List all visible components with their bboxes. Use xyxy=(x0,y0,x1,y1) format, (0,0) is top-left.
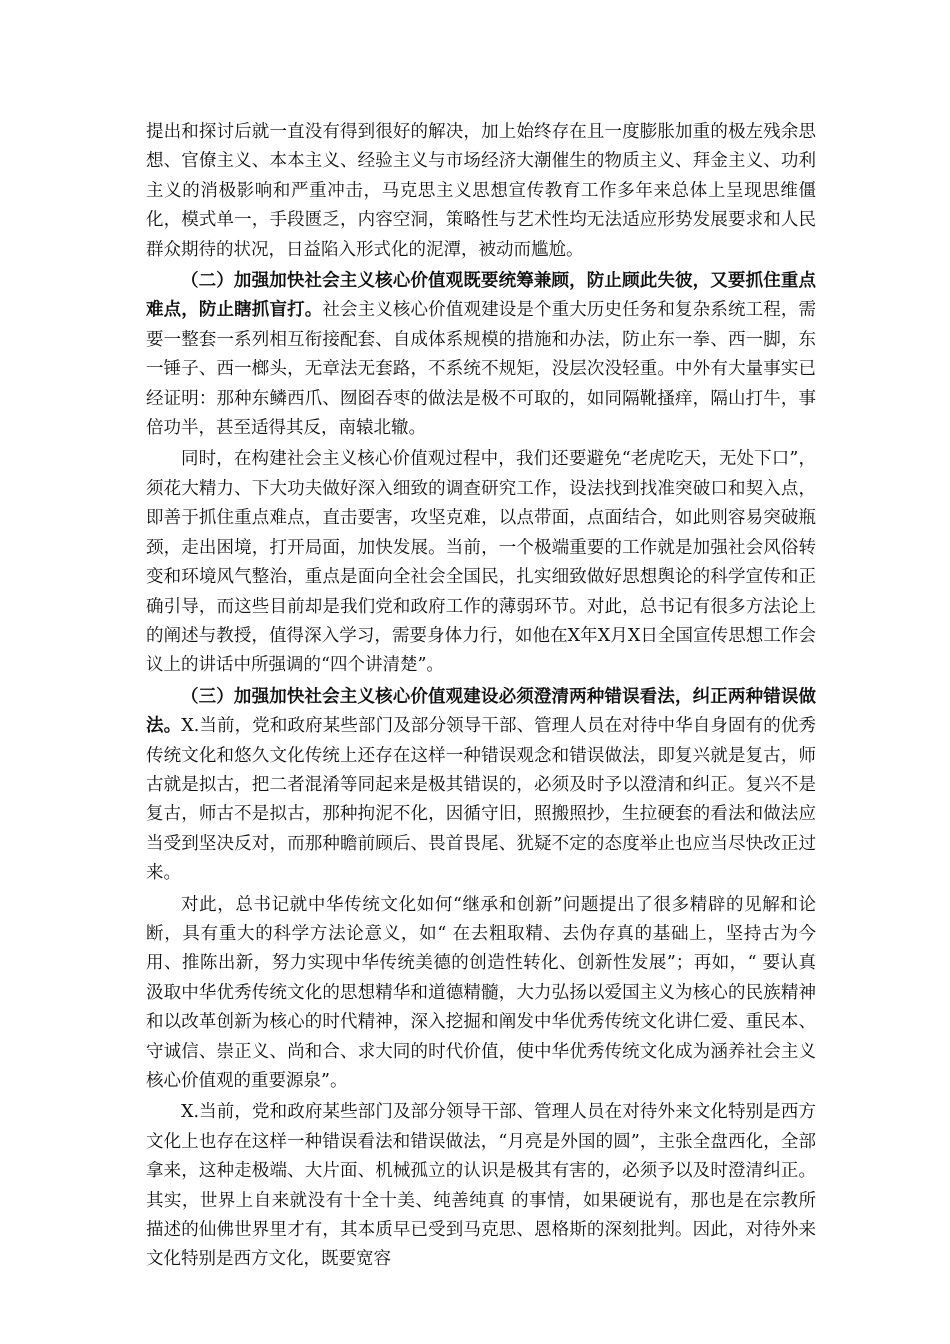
paragraph-section-2 xyxy=(146,267,816,443)
paragraph-body xyxy=(146,445,816,680)
paragraph-text: X.当前，党和政府某些部门及部分领导干部、管理人员在对待外来文化特别是西方文化上也存在这样一种错误看法和错误做法，“月亮是外国的圆”，主张全盘西化，全部拿来，这种走极端、大片面、机械孤立的认识是极其有害的，必须予以及时澄清纠正。其实，世界上自来就没有十全十美、纯善纯真 的事情，如果硬说有，那也是在宗教所描述的仙佛世界里才有，其本质早已受到马克思、恩格斯的深刻批判。因此，对待外来文化特别是西方文化，既要宽容 xyxy=(146,1102,816,1270)
paragraph-body xyxy=(146,1098,816,1274)
section-heading: （三）加强加快社会主义核心价值观建设必须澄清两种错误看法，纠正两种错误做法。 xyxy=(146,686,816,737)
document-page xyxy=(146,118,816,1275)
paragraph-text: 对此，总书记就中华传统文化如何“继承和创新”问题提出了很多精辟的见解和论断，具有重大的科学方法论意义，如“ 在去粗取精、去伪存真的基础上，坚持古为今用、推陈出新，努力实现中华传统美德的创造性转化、创新性发展”；再如，“ 要认真汲取中华优秀传统文化的思想精华和道德精髓，大力弘扬以爱国主义为核心的民族精神和以改革创新为核心的时代精神，深入挖掘和阐发中华优秀传统文化讲仁爱、重民本、守诚信、崇正义、尚和合、求大同的时代价值，使中华优秀传统文化成为涵养社会主义核心价值观的重要源泉”。 xyxy=(146,894,816,1091)
paragraph-text: 同时，在构建社会主义核心价值观过程中，我们还要避免“老虎吃天，无处下口”，须花大精力、下大功夫做好深入细致的调查研究工作，设法找到找准突破口和契入点，即善于抓住重点难点，直击要害，攻坚克难，以点带面，点面结合，如此则容易突破瓶颈，走出困境，打开局面，加快发展。当前，一个极端重要的工作就是加强社会风俗转变和环境风气整治，重点是面向全社会全国民，扎实细致做好思想舆论的科学宣传和正确引导，而这些目前却是我们党和政府工作的薄弱环节。对此，总书记有很多方法论上的阐述与教授，值得深入学习，需要身体力行，如他在X年X月X日全国宣传思想工作会议上的讲话中所强调的“四个讲清楚”。 xyxy=(146,449,816,676)
paragraph-section-3 xyxy=(146,683,816,889)
paragraph-body xyxy=(146,891,816,1097)
paragraph-text: X.当前，党和政府某些部门及部分领导干部、管理人员在对待中华自身固有的优秀传统文化和悠久文化传统上还存在这样一种错误观念和错误做法，即复兴就是复古，师古就是拟古，把二者混淆等同起来是极其错误的，必须及时予以澄清和纠正。复兴不是复古，师古不是拟古，那种拘泥不化，因循守旧，照搬照抄，生拉硬套的看法和做法应当受到坚决反对，而那种瞻前顾后、畏首畏尾、犹疑不定的态度举止也应当尽快改正过来。 xyxy=(146,716,816,884)
paragraph-continued xyxy=(146,118,816,265)
section-heading: （二）加强加快社会主义核心价值观既要统筹兼顾，防止顾此失彼，又要抓住重点难点，防止瞎抓盲打。 xyxy=(146,271,816,321)
paragraph-text: 社会主义核心价值观建设是个重大历史任务和复杂系统工程，需要一整套一系列相互衔接配套、自成体系规模的措施和办法，防止东一拳、西一脚，东一锤子、西一榔头，无章法无套路，不系统不规矩，没层次没轻重。中外有大量事实已经证明：那种东鳞西爪、囫囵吞枣的做法是极不可取的，如同隔靴搔痒，隔山打牛，事倍功半，甚至适得其反，南辕北辙。 xyxy=(146,300,817,439)
paragraph-text: 提出和探讨后就一直没有得到很好的解决，加上始终存在且一度膨胀加重的极左残余思想、官僚主义、本本主义、经验主义与市场经济大潮催生的物质主义、拜金主义、功利主义的消极影响和严重冲击，马克思主义思想宣传教育工作多年来总体上呈现思维僵化，模式单一，手段匮乏，内容空洞，策略性与艺术性均无法适应形势发展要求和人民群众期待的状况，日益陷入形式化的泥潭，被动而尴尬。 xyxy=(146,122,816,260)
